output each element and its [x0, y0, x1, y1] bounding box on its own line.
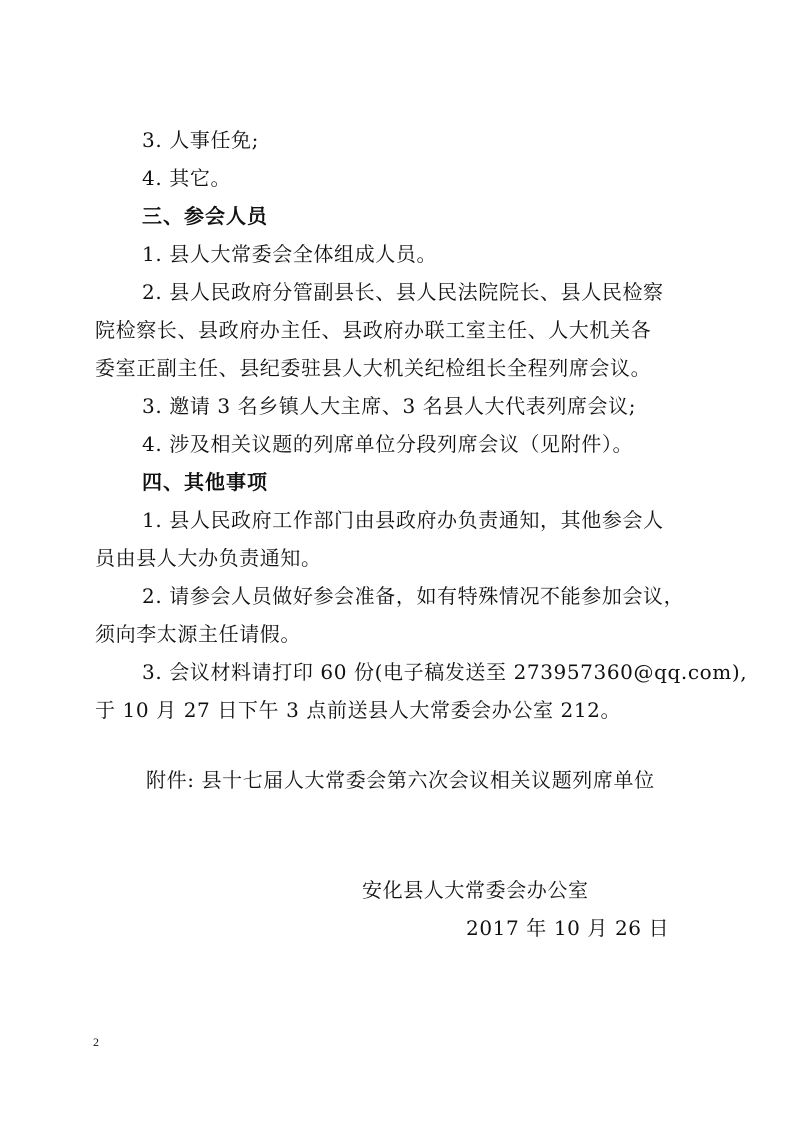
signature-organization: 安化县人大常委会办公室 [362, 878, 589, 902]
other-item-3-line-2: 于 10 月 27 日下午 3 点前送县人大常委会办公室 212。 [95, 698, 622, 722]
section-heading-attendees: 三、参会人员 [142, 204, 268, 228]
agenda-item-4: 4. 其它。 [142, 166, 232, 190]
other-item-2-line-2: 须向李太源主任请假。 [95, 622, 301, 646]
attendee-item-4: 4. 涉及相关议题的列席单位分段列席会议（见附件）。 [142, 432, 634, 456]
attendee-item-2-line-1: 2. 县人民政府分管副县长、县人民法院院长、县人民检察 [142, 280, 664, 304]
section-heading-other-matters: 四、其他事项 [142, 470, 268, 494]
other-item-1-line-1: 1. 县人民政府工作部门由县政府办负责通知，其他参会人 [142, 508, 664, 532]
attendee-item-3: 3. 邀请 3 名乡镇人大主席、3 名县人大代表列席会议; [142, 394, 637, 418]
agenda-item-3: 3. 人事任免; [142, 128, 259, 152]
other-item-1-line-2: 员由县人大办负责通知。 [95, 546, 322, 570]
page-number: 2 [93, 1035, 99, 1049]
attendee-item-1: 1. 县人大常委会全体组成人员。 [142, 242, 438, 266]
attendee-item-2-line-3: 委室正副主任、县纪委驻县人大机关纪检组长全程列席会议。 [95, 356, 652, 380]
attendee-item-2-line-2: 院检察长、县政府办主任、县政府办联工室主任、人大机关各 [95, 318, 652, 342]
other-item-3-line-1: 3. 会议材料请打印 60 份(电子稿发送至 273957360@qq.com), [142, 660, 748, 684]
other-item-2-line-1: 2. 请参会人员做好参会准备，如有特殊情况不能参加会议， [142, 584, 685, 608]
signature-date: 2017 年 10 月 26 日 [466, 916, 670, 940]
attachment-note: 附件: 县十七届人大常委会第六次会议相关议题列席单位 [146, 768, 655, 792]
